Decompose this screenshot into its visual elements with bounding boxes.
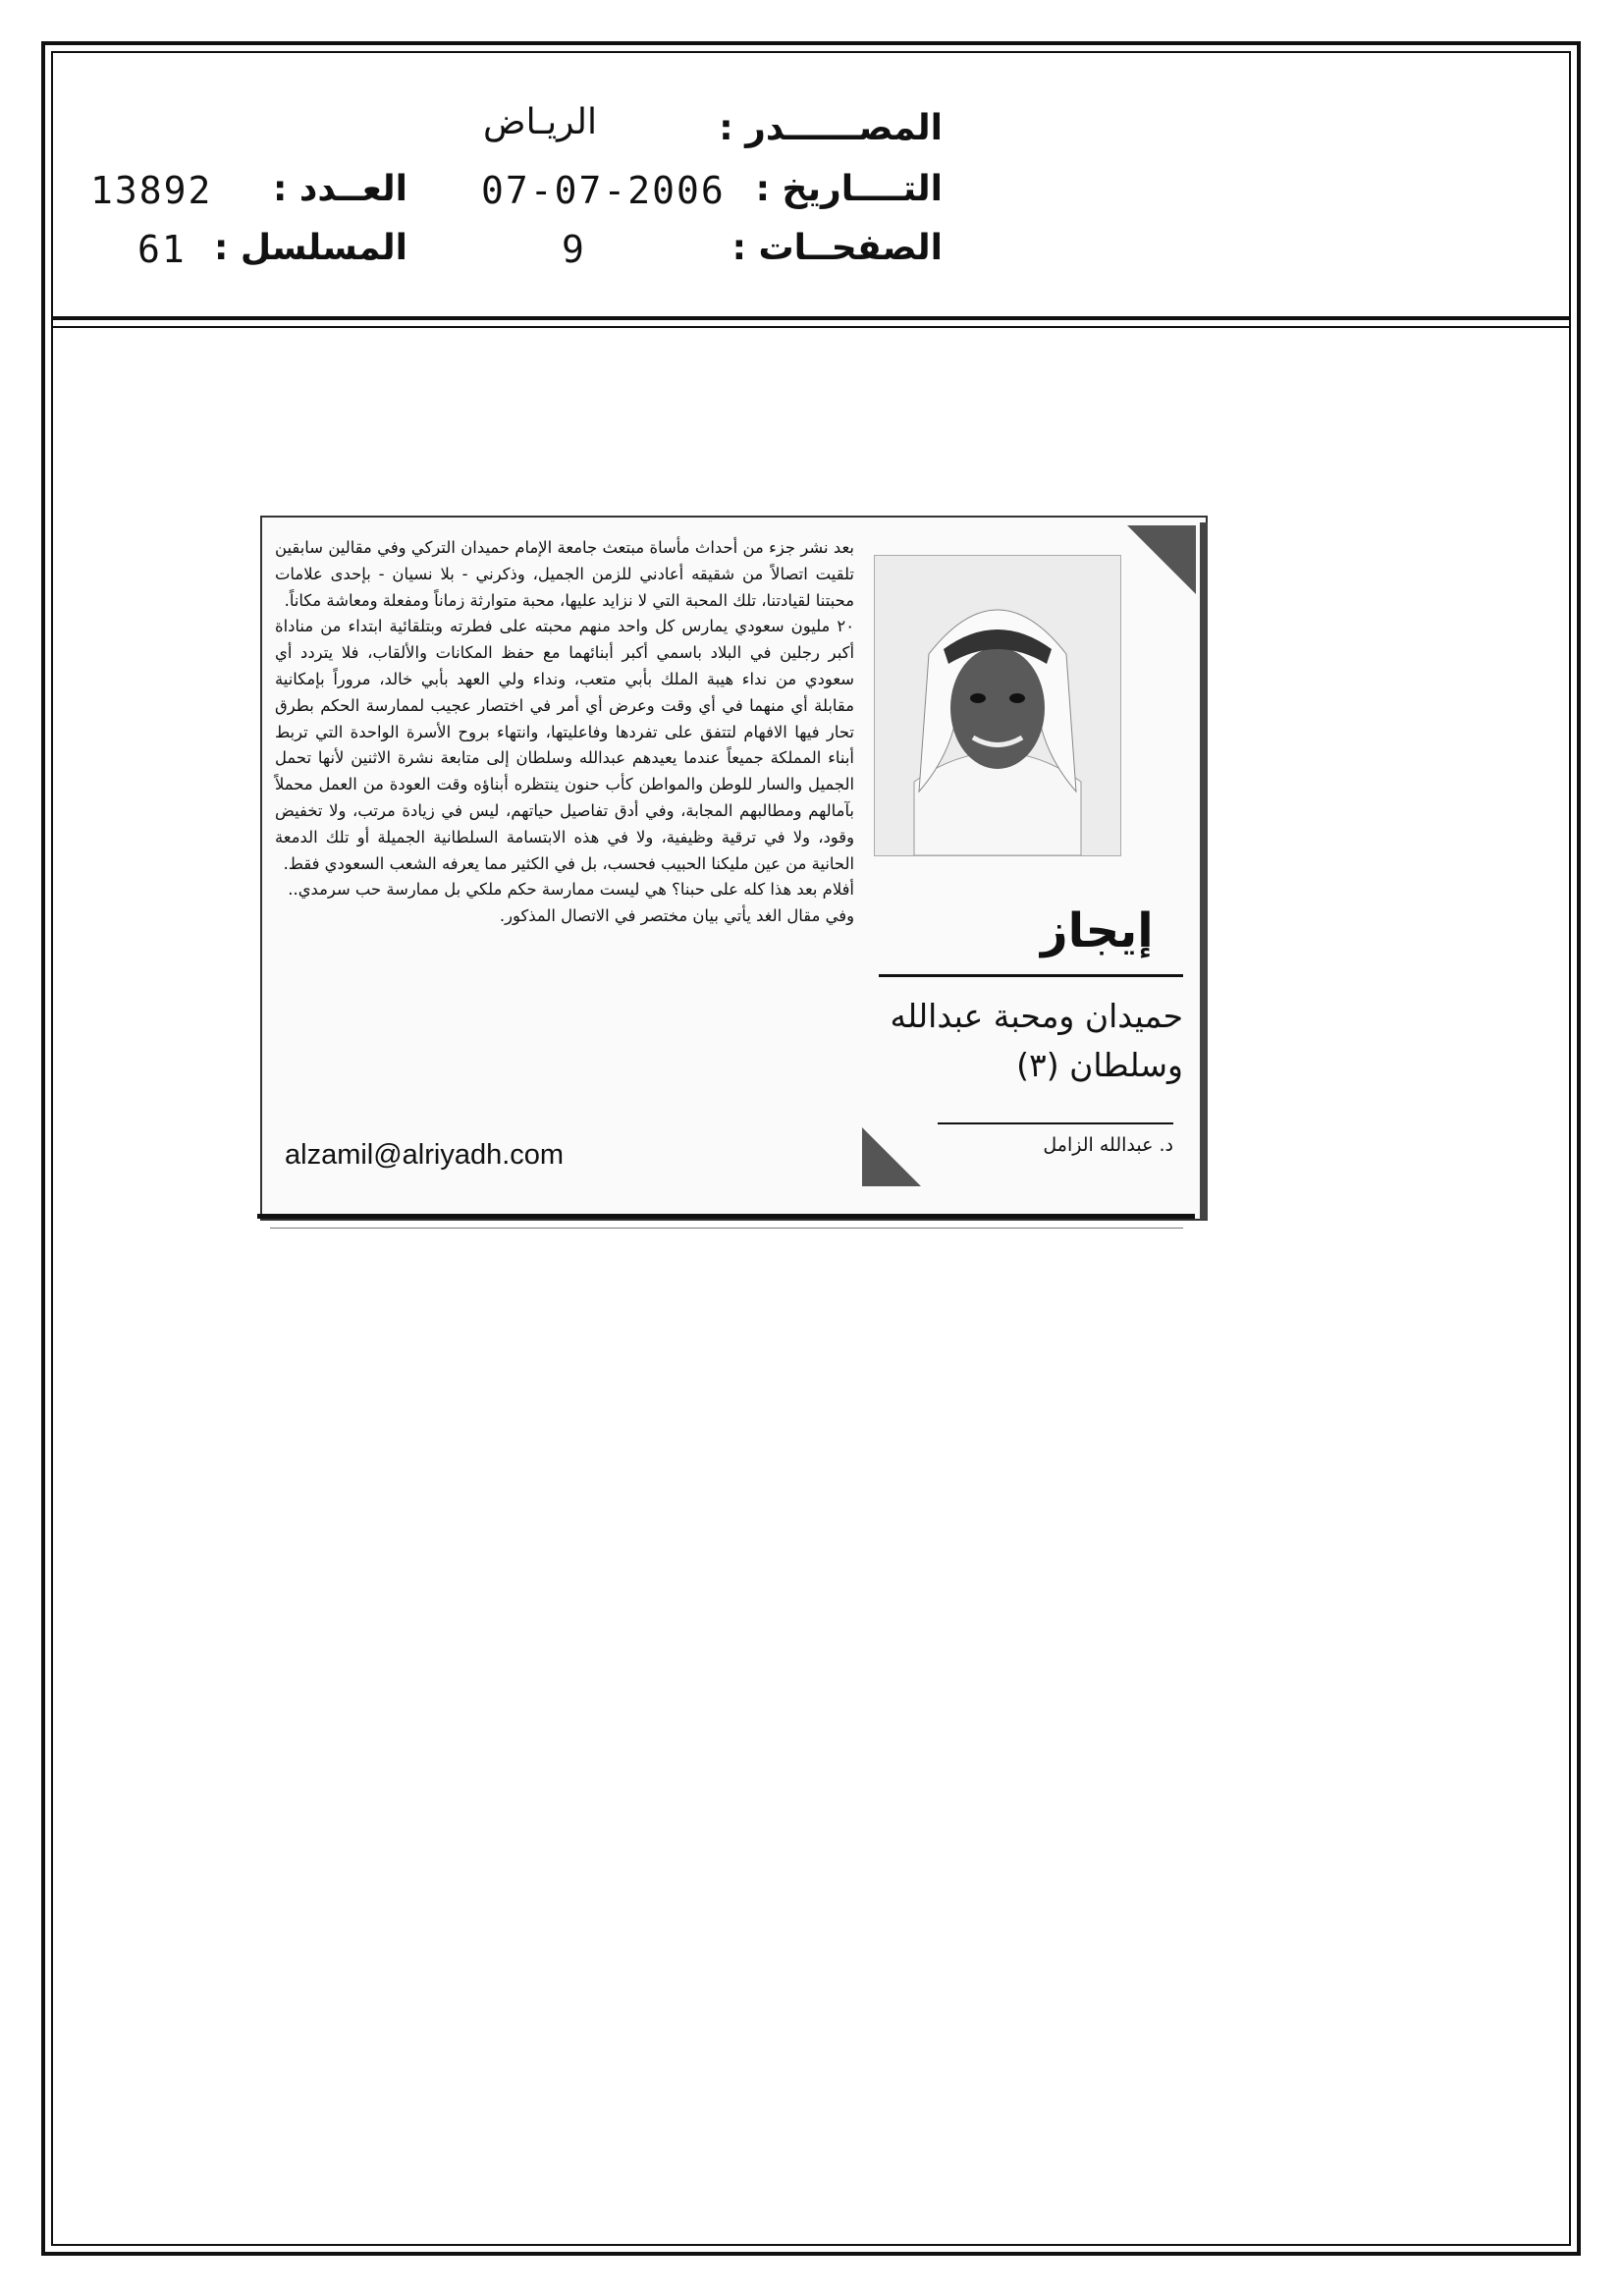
date-value: 07-07-2006 xyxy=(481,169,726,212)
clipping-shadow xyxy=(1200,522,1208,1220)
author-photo xyxy=(874,555,1121,856)
date-label: التــــاريخ : xyxy=(755,169,943,209)
pages-label: الصفحــات : xyxy=(731,228,943,268)
corner-ornament-bottom xyxy=(862,1127,921,1186)
article-paragraph: وفي مقال الغد يأتي بيان مختصر في الاتصال المذكور. xyxy=(499,906,854,926)
article-paragraph: بعد نشر جزء من أحداث مأساة مبتعث جامعة الإمام حميدان التركي وفي مقالين سابقين تلقيت اتصالاً من شقيقه أعادني للزمن الجميل، وذكرني - بلا نسيان - بإحدى علامات محبتنا لقيادتنا، تلك المحبة التي لا نزايد عليها، محبة متوارثة زماناً ومفعلة ومعاشة مكاناً. xyxy=(275,538,854,610)
corner-ornament xyxy=(1127,525,1196,594)
author-divider xyxy=(938,1122,1173,1124)
article-title-line1: حميدان ومحبة عبدالله xyxy=(890,997,1183,1035)
source-value: الريـاض xyxy=(483,102,597,142)
article-body xyxy=(275,535,854,1124)
serial-value: 61 xyxy=(137,228,187,271)
issue-value: 13892 xyxy=(90,169,213,212)
header-divider xyxy=(51,316,1571,320)
article-paragraph: ٢٠ مليون سعودي يمارس كل واحد منهم محبته على فطرته وبتلقائية ابتداء من مناداة أكبر رجلين في البلاد باسمي أكبر أبنائهما مع حفظ المكانات والألقاب، فلا يتردد أي سعودي من نداء هيبة الملك بأبي متعب، ونداء ولي العهد بأبي خالد، مروراً بإمكانية مقابلة أي منهما في أي وقت وعرض أي أمر في اختصار عجيب لممارسة الحكم بطرق تحار فيها الافهام لتتفق على تفردها وفاعليتها، وانتهاء بروح الأسرة الواحدة التي تربط أبناء المملكة جميعاً عندما يعيدهم عبدالله وسلطان إلى متابعة نشرة الاثنين لأنها تحمل الجميل والسار للوطن والمواطن كأب حنون ينتظره أبناؤه وقت العودة من العمل محملاً بآمالهم ومطالبهم المجابة، وفي أدق تفاصيل حياتهم، ليس في زيادة مرتب، ولا تخفيض وقود، ولا في ترقية وظيفية، ولا في هذه الابتسامة السلطانية الجميلة أو تلك الدمعة الحانية من عين مليكنا الحبيب فحسب، بل في الكثير مما يعرفه الشعب السعودي فقط. xyxy=(275,617,854,873)
header-divider-thin xyxy=(51,326,1571,328)
serial-label: المسلسل : xyxy=(213,228,407,268)
issue-label: العــدد : xyxy=(273,169,407,209)
article-title xyxy=(864,992,1183,1090)
author-portrait-image xyxy=(875,556,1120,855)
pages-value: 9 xyxy=(562,228,586,271)
article-paragraph: أفلام بعد هذا كله على حبنا؟ هي ليست ممارسة حكم ملكي بل ممارسة حب سرمدي.. xyxy=(288,880,854,900)
article-title-line2: وسلطان (٣) xyxy=(1016,1046,1183,1084)
author-name: د. عبدالله الزامل xyxy=(1043,1134,1173,1156)
column-name: إيجاز xyxy=(1041,903,1154,958)
author-email: alzamil@alriyadh.com xyxy=(285,1139,565,1171)
column-divider xyxy=(879,974,1183,977)
clipping-bottom-rule xyxy=(257,1214,1195,1219)
source-label: المصــــــدر : xyxy=(719,108,943,148)
clipping-bottom-thin-rule xyxy=(270,1228,1183,1229)
